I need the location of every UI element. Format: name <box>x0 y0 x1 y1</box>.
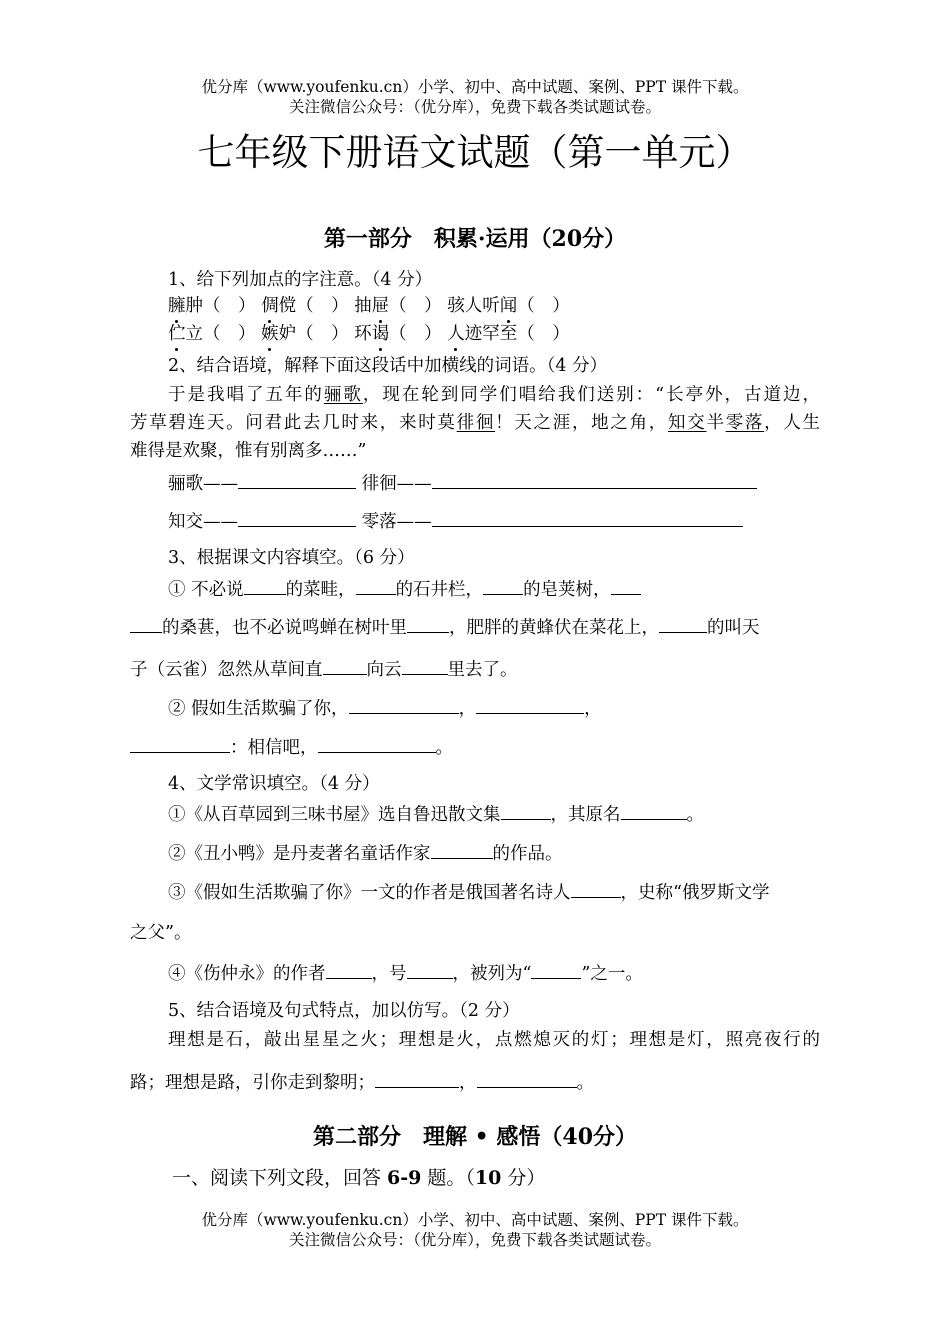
q3-line2: 的桑葚，也不必说鸣蝉在树叶里 ，肥胖的黄蜂伏在菜花上， 的叫天 <box>130 614 760 640</box>
q4-stem: 4、文学常识填空。（4 分） <box>168 774 380 794</box>
q2-answer-row2: 知交—— 零落—— <box>168 508 743 534</box>
part1-heading: 第一部分 积累·运用（20分） <box>323 226 627 252</box>
q4-item2: ②《丑小鸭》是丹麦著名童话作家 的作品。 <box>168 840 563 866</box>
answer-blank[interactable] <box>659 614 707 633</box>
answer-blank[interactable] <box>407 960 453 979</box>
answer-blank[interactable] <box>238 508 356 527</box>
q3-stem: 3、根据课文内容填空。（6 分） <box>168 548 415 568</box>
q3-line5: ：相信吧， 。 <box>130 734 453 760</box>
answer-blank[interactable] <box>326 960 372 979</box>
q4-item3: ③《假如生活欺骗了你》一文的作者是俄国著名诗人 ，史称“俄罗斯文学 <box>168 879 769 905</box>
q1-item: 抽屉（ ） <box>354 296 442 316</box>
page-footer-line1: 优分库（www.youfenku.cn）小学、初中、高中试题、案例、PPT 课件下载。 <box>201 1211 749 1229</box>
answer-blank[interactable] <box>621 801 687 820</box>
underlined-word: 骊歌 <box>323 385 363 405</box>
answer-blank[interactable] <box>318 734 436 753</box>
answer-blank[interactable] <box>375 1069 459 1088</box>
q2-passage-line2: 芳草碧连天。问君此去几时来，来时莫徘徊！天之涯，地之角，知交半零落，人生 <box>130 413 821 433</box>
answer-blank[interactable] <box>349 695 459 714</box>
page-title: 七年级下册语文试题（第一单元） <box>197 131 753 174</box>
answer-blank[interactable] <box>571 879 621 898</box>
answer-blank[interactable] <box>238 470 356 489</box>
answer-blank[interactable] <box>431 840 493 859</box>
answer-blank[interactable] <box>611 576 641 595</box>
page-header-line1: 优分库（www.youfenku.cn）小学、初中、高中试题、案例、PPT 课件下载。 <box>201 78 749 96</box>
q2-stem: 2、结合语境，解释下面这段话中加横线的词语。（4 分） <box>168 356 608 376</box>
q1-item: 骇人听闻（ ） <box>447 296 570 316</box>
q3-line3: 子（云雀）忽然从草间直 向云 里去了。 <box>130 656 518 682</box>
underlined-word: 零落 <box>725 413 765 433</box>
answer-blank[interactable] <box>244 576 286 595</box>
q3-line4: ② 假如生活欺骗了你， ， ， <box>168 695 602 721</box>
q4-item1: ①《从百草园到三味书屋》选自鲁迅散文集 ，其原名 。 <box>168 801 704 827</box>
q1-row2 <box>168 322 570 346</box>
answer-blank[interactable] <box>130 734 230 753</box>
part2-heading: 第二部分 理解 • 感悟（40分） <box>313 1124 637 1150</box>
answer-blank[interactable] <box>356 576 396 595</box>
q2-passage-line3: 难得是欢聚，惟有别离多……” <box>130 441 367 461</box>
q1-item: 伫立（ ） <box>168 324 256 344</box>
reading-intro: 一、阅读下列文段，回答 6-9 题。（10 分） <box>172 1167 546 1189</box>
q1-stem: 1、给下列加点的字注意。（4 分） <box>168 270 433 290</box>
q2-passage-line1: 于是我唱了五年的骊歌，现在轮到同学们唱给我们送别：“长亭外，古道边， <box>168 385 821 405</box>
q1-item: 人迹罕至（ ） <box>447 324 570 344</box>
underlined-word: 徘徊 <box>456 413 496 433</box>
q1-item: 环谒（ ） <box>354 324 442 344</box>
q5-line1: 理想是石，敲出星星之火；理想是火，点燃熄灭的灯；理想是灯，照亮夜行的 <box>168 1030 820 1050</box>
q3-line1: ① 不必说 的菜畦， 的石井栏， 的皂荚树， <box>168 576 641 602</box>
q1-item: 倜傥（ ） <box>261 296 349 316</box>
answer-blank[interactable] <box>130 614 162 633</box>
page-header-line2: 关注微信公众号：（优分库），免费下载各类试题试卷。 <box>288 98 661 116</box>
answer-blank[interactable] <box>407 614 449 633</box>
answer-blank[interactable] <box>432 508 743 527</box>
answer-blank[interactable] <box>531 960 581 979</box>
answer-blank[interactable] <box>483 576 523 595</box>
page-footer-line2: 关注微信公众号：（优分库），免费下载各类试题试卷。 <box>288 1231 661 1249</box>
q5-stem: 5、结合语境及句式特点，加以仿写。（2 分） <box>168 1001 520 1021</box>
answer-blank[interactable] <box>402 656 448 675</box>
q2-answer-row1: 骊歌—— 徘徊—— <box>168 470 757 496</box>
answer-blank[interactable] <box>476 695 584 714</box>
q1-item: 嫉妒（ ） <box>261 324 349 344</box>
q1-row1 <box>168 294 570 318</box>
q1-item: 臃肿（ ） <box>168 296 256 316</box>
q4-item4: ④《伤仲永》的作者 ，号 ，被列为“ ”之一。 <box>168 960 643 986</box>
answer-blank[interactable] <box>501 801 551 820</box>
answer-blank[interactable] <box>323 656 367 675</box>
underlined-word: 知交 <box>668 413 707 433</box>
q4-item3-cont: 之父”。 <box>130 923 192 943</box>
answer-blank[interactable] <box>477 1069 577 1088</box>
answer-blank[interactable] <box>432 470 757 489</box>
q5-line2: 路；理想是路，引你走到黎明； ， 。 <box>130 1069 594 1095</box>
